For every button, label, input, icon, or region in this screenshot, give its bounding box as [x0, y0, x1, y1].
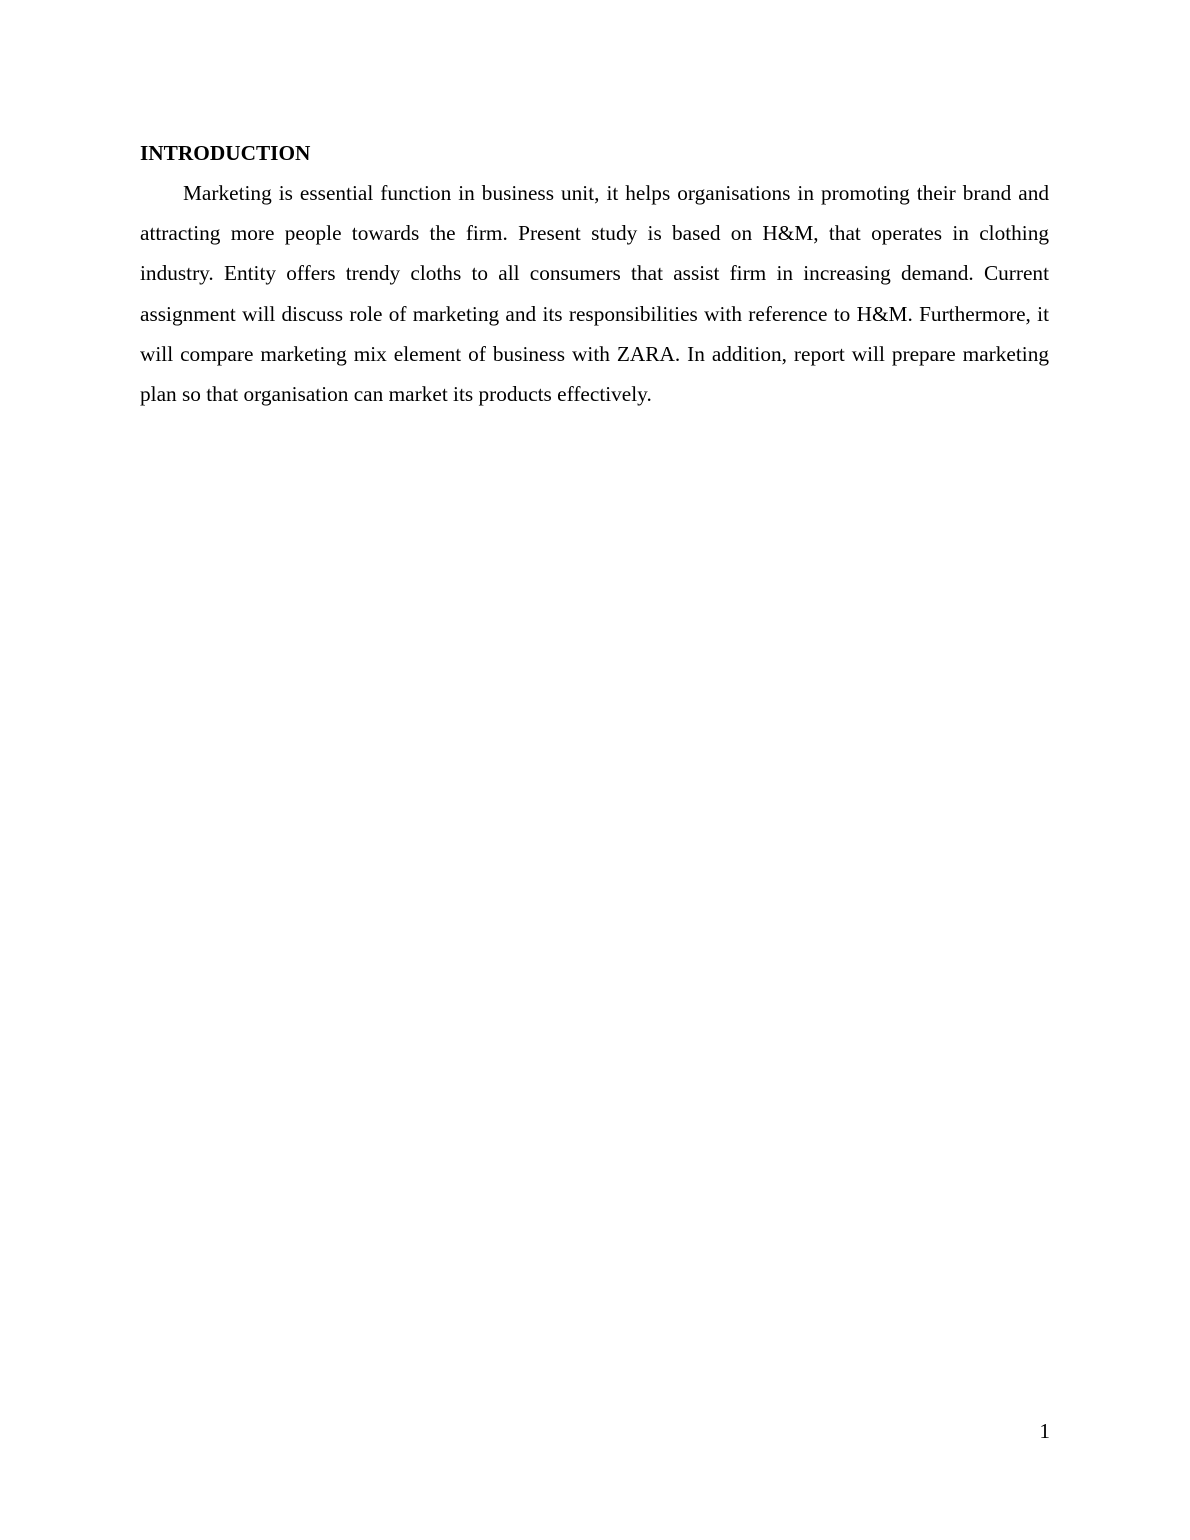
- section-heading: INTRODUCTION: [140, 141, 311, 165]
- page-content: [140, 138, 1049, 414]
- page-number: 1: [1039, 1419, 1050, 1443]
- body-paragraph: Marketing is essential function in business unit, it helps organisations in promoting their brand and attracting more people towards the firm. Present study is based on H&M, that operates in clothing industry. Entity offers trendy cloths to all consumers that assist firm in increasing demand. Current assignment will discuss role of marketing and its responsibilities with reference to H&M. Furthermore, it will compare marketing mix element of business with ZARA. In addition, report will prepare marketing plan so that organisation can market its products effectively.: [140, 181, 1049, 407]
